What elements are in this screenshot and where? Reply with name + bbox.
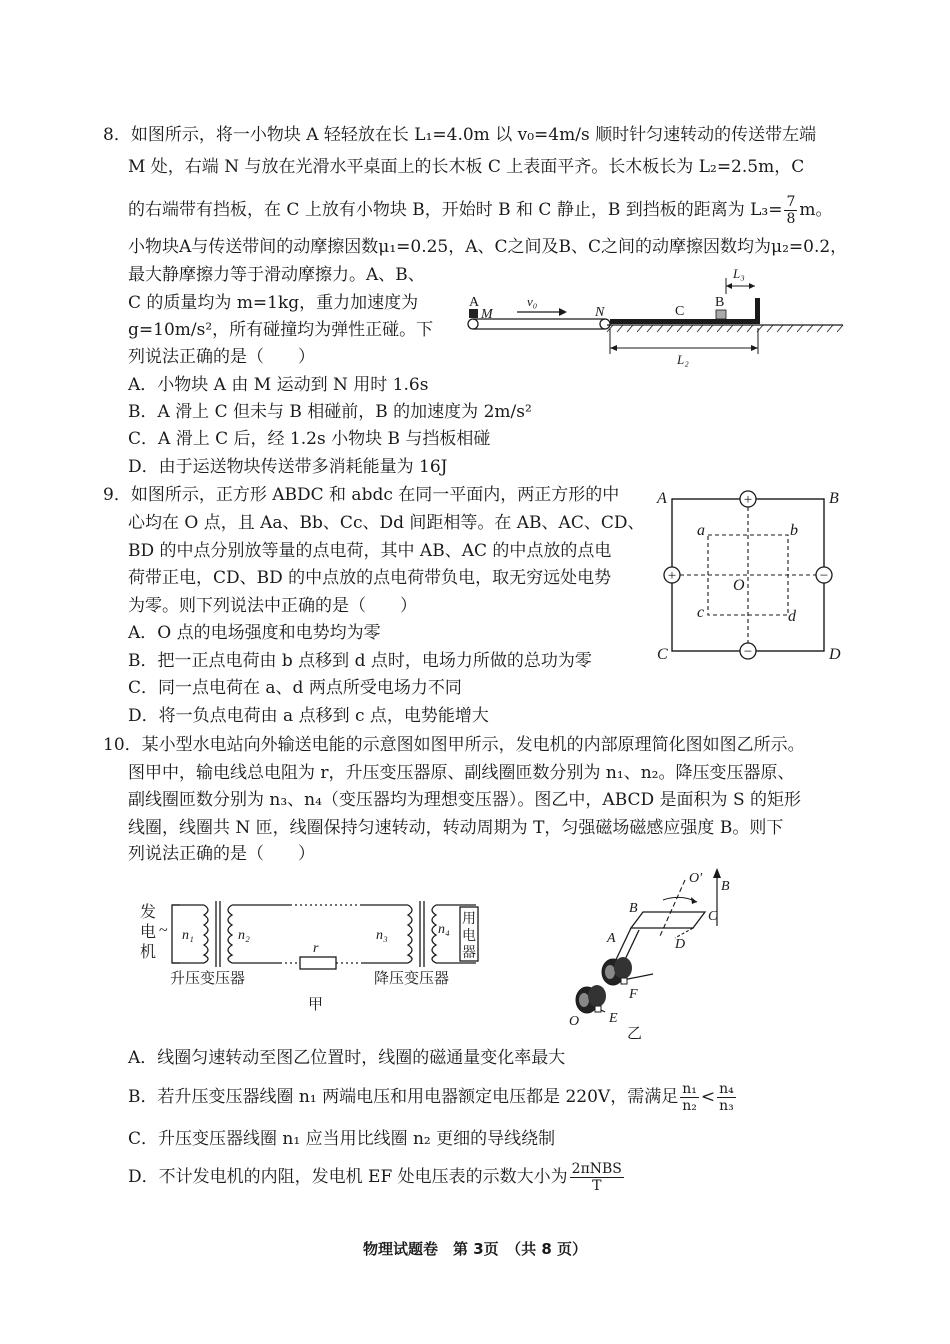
load-label-1: 用 xyxy=(462,912,476,927)
q9-squares-figure xyxy=(655,485,855,665)
v0-arrowhead xyxy=(559,308,567,316)
label-coil-b: B xyxy=(629,901,638,916)
q8-option-c: C．A 滑上 C 后，经 1.2s 小物块 B 与挡板相碰 xyxy=(128,429,491,449)
label-axis-o: O xyxy=(569,1014,580,1029)
label-n4: n₄ xyxy=(438,922,450,937)
q8-option-d: D．由于运送物块传送带多消耗能量为 16J xyxy=(128,457,448,477)
slip-ring-upper-inner xyxy=(605,965,615,979)
label-o-prime: O′ xyxy=(689,871,703,886)
label-center-o: O xyxy=(733,577,745,594)
label-inner-c: c xyxy=(697,604,705,621)
label-b-field: B xyxy=(721,879,730,894)
q10-line-2: 图甲中，输电线总电阻为 r，升压变压器原、副线圈匝数分别为 n₁、n₂。降压变压器原、 xyxy=(128,763,795,783)
page-footer: 物理试题卷 第 3页 （共 8 页） xyxy=(362,1240,588,1258)
q10-line-3: 副线圈匝数分别为 n₃、n₄（变压器均为理想变压器）。图乙中，ABCD 是面积为 S 的矩形 xyxy=(128,790,802,810)
q10-option-c: C．升压变压器线圈 n₁ 应当用比线圈 n₂ 更细的导线绕制 xyxy=(128,1129,556,1149)
label-m: M xyxy=(481,307,493,322)
label-l2: L₂ xyxy=(677,352,689,367)
board-stop xyxy=(755,298,760,324)
svg-text:+: + xyxy=(667,568,677,584)
q8-l3-numerator: 7 xyxy=(786,194,796,210)
step-up-secondary-coil xyxy=(228,905,232,963)
q9-option-c: C．同一点电荷在 a、d 两点所受电场力不同 xyxy=(128,678,462,698)
negative-charge-right xyxy=(816,567,832,584)
label-f: F xyxy=(629,987,638,1002)
inner-square xyxy=(708,535,788,615)
q9-line-2: 心均在 O 点，且 Aa、Bb、Cc、Dd 间距相等。在 AB、AC、CD、 xyxy=(128,513,645,533)
label-outer-d: D xyxy=(829,646,841,663)
slip-ring-lower-back xyxy=(588,985,606,1007)
q10-figure-jia xyxy=(140,893,520,1018)
label-n3: n₃ xyxy=(376,928,388,943)
generator-label-1: 发 xyxy=(140,904,157,921)
b-field-arrowhead xyxy=(713,868,721,878)
left-pulley xyxy=(468,319,478,329)
label-step-up: 升压变压器 xyxy=(170,971,246,987)
caption-yi: 乙 xyxy=(627,1026,643,1042)
emf-numerator: 2πNBS xyxy=(571,1161,622,1177)
q8-line-3-unit: m。 xyxy=(799,200,833,220)
label-coil-a: A xyxy=(607,931,616,946)
resistor-r xyxy=(300,957,336,969)
generator-label-3: 机 xyxy=(140,944,157,961)
q9-option-b: B．把一正点电荷由 b 点移到 d 点时，电场力所做的总功为零 xyxy=(128,651,592,671)
q8-line-3 xyxy=(128,194,833,227)
q10-line-4: 线圈，线圈共 N 匝，线圈保持匀速转动，转动周期为 T，匀强磁场磁感应强度 B。则下 xyxy=(128,818,784,838)
q10-option-b-text: B．若升压变压器线圈 n₁ 两端电压和用电器额定电压都是 220V，需满足 xyxy=(128,1087,679,1107)
l2-arrow-left xyxy=(610,345,617,351)
fraction-n3: n₃ xyxy=(719,1098,734,1114)
step-down-secondary-coil xyxy=(432,905,436,963)
q8-line-8: 列说法正确的是（ ） xyxy=(128,347,315,367)
q10-option-a: A．线圈匀速转动至图乙位置时，线圈的磁通量变化率最大 xyxy=(128,1048,566,1068)
label-outer-c: C xyxy=(657,646,668,663)
q10-option-d xyxy=(128,1160,626,1194)
emf-fraction xyxy=(570,1161,624,1194)
primary-wire xyxy=(172,905,180,963)
svg-text:−: − xyxy=(819,568,829,584)
label-e: E xyxy=(609,1011,618,1026)
q9-line-3: BD 的中点分别放等量的点电荷，其中 AB、AC 的中点放的点电 xyxy=(128,541,612,561)
load-label-3: 器 xyxy=(462,946,476,961)
label-n: N xyxy=(595,305,605,320)
label-c: C xyxy=(675,304,685,319)
l3-arrow-right xyxy=(749,283,755,289)
l3-arrow-left xyxy=(726,283,732,289)
q9-line-1: 9．如图所示，正方形 ABDC 和 abdc 在同一平面内，两正方形的中 xyxy=(103,485,620,505)
q10-option-d-text: D．不计发电机的内阻，发电机 EF 处电压表的示数大小为 xyxy=(128,1167,568,1187)
q8-line-7: g=10m/s²，所有碰撞均为弹性正碰。下 xyxy=(128,320,434,340)
fraction-n4: n₄ xyxy=(719,1081,734,1097)
label-v0: v₀ xyxy=(527,294,538,309)
ac-symbol: ~ xyxy=(159,922,168,939)
generator-label-2: 电 xyxy=(140,924,157,941)
q8-option-b: B．A 滑上 C 但未与 B 相碰前，B 的加速度为 2m/s² xyxy=(128,402,532,422)
caption-jia: 甲 xyxy=(308,997,324,1013)
q10-option-b xyxy=(128,1080,738,1114)
svg-text:−: − xyxy=(743,644,753,660)
emf-denominator: T xyxy=(592,1178,602,1194)
q10-figure-yi xyxy=(565,866,765,1041)
fraction-n1-n2 xyxy=(680,1081,699,1114)
block-a xyxy=(469,309,478,318)
label-n1: n₁ xyxy=(182,928,194,943)
positive-charge-left xyxy=(664,567,680,584)
label-outer-a: A xyxy=(657,490,667,507)
slip-ring-lower-inner xyxy=(579,993,589,1007)
label-step-down: 降压变压器 xyxy=(374,971,450,987)
fraction-n2: n₂ xyxy=(682,1098,697,1114)
q9-option-a: A．O 点的电场强度和电势均为零 xyxy=(128,623,381,643)
q10-line-5: 列说法正确的是（ ） xyxy=(128,844,315,864)
label-r: r xyxy=(313,941,319,956)
load-label-2: 电 xyxy=(462,929,476,944)
q8-option-a: A．小物块 A 由 M 运动到 N 用时 1.6s xyxy=(128,375,429,395)
q8-line-6: C 的质量均为 m=1kg，重力加速度为 xyxy=(128,293,419,313)
fraction-n4-n3 xyxy=(717,1081,736,1114)
label-coil-c: C xyxy=(708,909,718,924)
brush-e-tip xyxy=(595,1006,601,1012)
q8-line-1: 8．如图所示，将一小物块 A 轻轻放在长 L₁=4.0m 以 v₀=4m/s 顺时针匀速转动的传送带左端 xyxy=(103,125,817,145)
less-than-sign: < xyxy=(700,1087,716,1107)
q8-line-2: M 处，右端 N 与放在光滑水平桌面上的长木板 C 上表面平齐。长木板长为 L₂=2.5m，C xyxy=(128,157,805,177)
label-inner-a: a xyxy=(697,522,705,539)
coil-abcd xyxy=(631,912,705,928)
block-b xyxy=(716,310,726,319)
fraction-n1: n₁ xyxy=(682,1081,697,1097)
slip-ring-upper-back xyxy=(614,957,632,979)
label-b: B xyxy=(715,295,725,310)
table-hatch xyxy=(607,325,843,332)
positive-charge-top xyxy=(740,491,756,508)
q9-line-5: 为零。则下列说法中正确的是（ ） xyxy=(128,596,417,616)
label-n2: n₂ xyxy=(238,928,250,943)
label-inner-b: b xyxy=(790,522,798,539)
right-pulley xyxy=(600,319,610,329)
q8-line-5: 最大静摩擦力等于滑动摩擦力。A、B、 xyxy=(128,265,425,285)
q8-line-3-text: 的右端带有挡板，在 C 上放有小物块 B，开始时 B 和 C 静止，B 到挡板的距离为 L₃= xyxy=(128,200,783,220)
label-inner-d: d xyxy=(788,608,796,625)
label-l3: L₃ xyxy=(733,266,745,281)
step-down-primary-coil xyxy=(408,905,412,963)
q8-line-4: 小物块A与传送带间的动摩擦因数μ₁=0.25，A、C之间及B、C之间的动摩擦因数均为μ₂=0.2， xyxy=(128,237,848,257)
q8-l3-fraction xyxy=(784,194,797,227)
label-outer-b: B xyxy=(829,490,839,507)
step-up-primary-coil xyxy=(204,905,208,963)
q8-l3-denominator: 8 xyxy=(786,211,796,227)
label-coil-d: D xyxy=(675,937,686,952)
q9-line-4: 荷带正电，CD、BD 的中点放的点电荷带负电，取无穷远处电势 xyxy=(128,568,612,588)
board-c xyxy=(610,319,758,324)
q10-line-1: 10．某小型水电站向外输送电能的示意图如图甲所示，发电机的内部原理简化图如图乙所示。 xyxy=(103,735,805,755)
svg-text:+: + xyxy=(743,492,753,508)
brush-f-tip xyxy=(621,978,627,984)
q8-conveyor-figure xyxy=(465,262,845,372)
l2-arrow-right xyxy=(751,345,758,351)
negative-charge-bottom xyxy=(740,643,756,660)
label-a: A xyxy=(469,295,480,310)
q9-option-d: D．将一负点电荷由 a 点移到 c 点，电势能增大 xyxy=(128,706,489,726)
rotation-arrowhead xyxy=(691,897,697,904)
